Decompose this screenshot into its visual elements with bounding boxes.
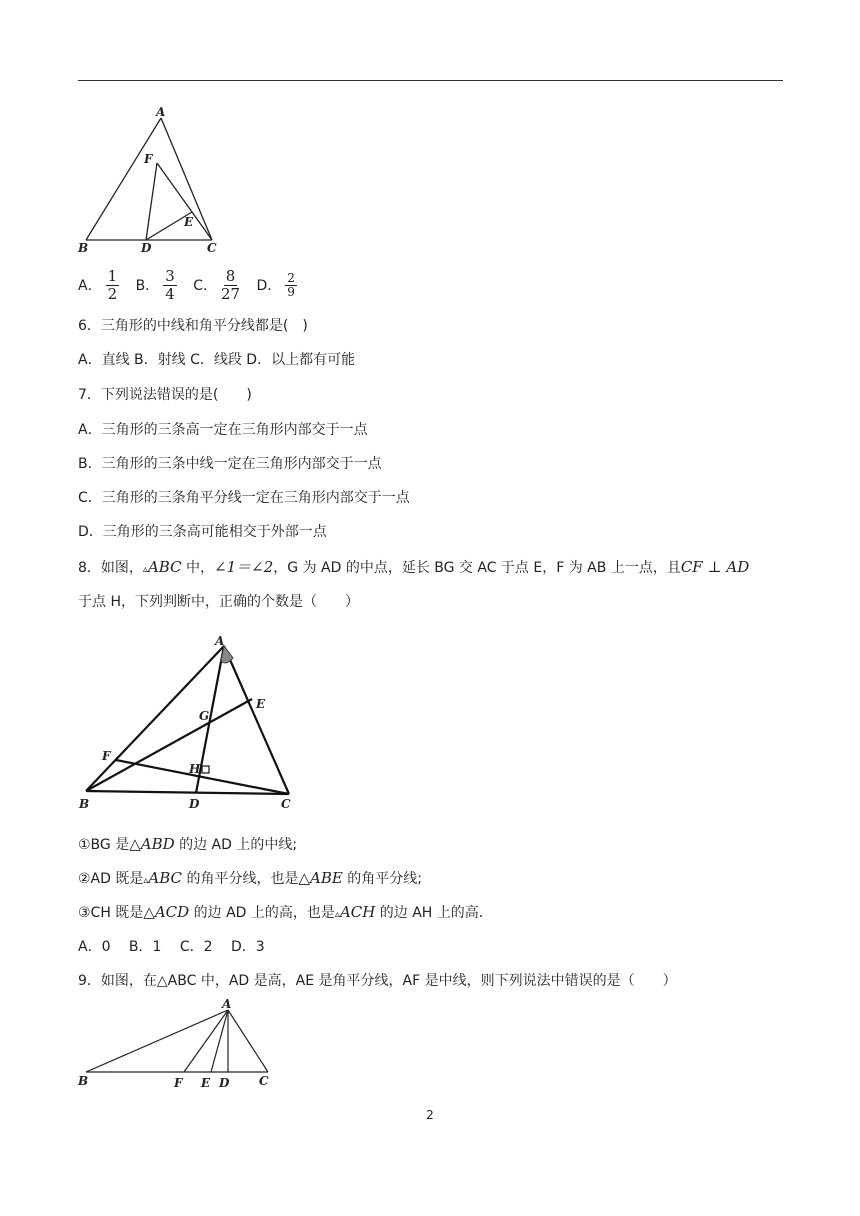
fig9-label-E: E [201, 1076, 211, 1090]
figure-q5 [78, 106, 228, 256]
q6-options: A．直线 B．射线 C．线段 D．以上都有可能 [78, 352, 356, 368]
fig1-label-C: C [207, 241, 217, 255]
figure-q8 [78, 630, 308, 815]
q5-options [78, 268, 309, 303]
header-rule [78, 80, 783, 81]
fig1-label-D: D [141, 241, 152, 255]
q8-stem-line1: 8．如图，▵ABC 中，∠1＝∠2，G 为 AD 的中点，延长 BG 交 AC 于点 E，F 为 AB 上一点，且CF ⊥ AD [78, 558, 750, 576]
q8-statement-3: ③CH 既是△ACD 的边 AD 上的高，也是▵ACH 的边 AH 上的高． [78, 903, 493, 921]
fig8-label-E: E [256, 697, 266, 711]
fig8-label-F: F [102, 749, 111, 763]
q5-option-a: A． $\frac{1}{2}$ [78, 267, 118, 303]
q7-option-b: B．三角形的三条中线一定在三角形内部交于一点 [78, 456, 382, 472]
fig9-label-C: C [259, 1074, 269, 1088]
fig1-label-A: A [156, 105, 166, 119]
q5-option-c: C． $\frac{8}{27}$ [193, 267, 241, 303]
fig8-label-H: H [189, 762, 201, 776]
figure-q9 [78, 996, 278, 1092]
fig1-label-B: B [78, 241, 89, 255]
q8-options: A．0 B．1 C．2 D．3 [78, 939, 265, 955]
q6-stem: 6．三角形的中线和角平分线都是( ) [78, 318, 308, 334]
fig8-label-G: G [199, 709, 210, 723]
fig8-label-B: B [79, 797, 90, 811]
fig8-label-A: A [215, 634, 225, 648]
q8-statement-2: ②AD 既是▵ABC 的角平分线，也是△ABE 的角平分线; [78, 869, 422, 887]
fig9-label-D: D [219, 1076, 230, 1090]
q8-stem-line2: 于点 H，下列判断中，正确的个数是（ ） [78, 594, 359, 610]
fig1-label-F: F [144, 152, 153, 166]
q7-option-c: C．三角形的三条角平分线一定在三角形内部交于一点 [78, 490, 410, 506]
q7-option-d: D．三角形的三条高可能相交于外部一点 [78, 524, 327, 540]
q9-stem: 9．如图，在△ABC 中，AD 是高，AE 是角平分线，AF 是中线，则下列说法中错误的是（ ） [78, 973, 677, 989]
fig1-label-E: E [184, 215, 194, 229]
q7-option-a: A．三角形的三条高一定在三角形内部交于一点 [78, 422, 368, 438]
fig9-label-A: A [222, 997, 232, 1011]
page-number: 2 [426, 1108, 434, 1122]
q5-option-d: D． $\frac{2}{9}$ [256, 271, 295, 299]
fig9-label-B: B [78, 1074, 89, 1088]
fig8-label-D: D [189, 797, 200, 811]
fig9-label-F: F [174, 1076, 183, 1090]
q7-stem: 7．下列说法错误的是( ) [78, 387, 252, 403]
q8-statement-1: ①BG 是△ABD 的边 AD 上的中线; [78, 835, 298, 853]
fig8-label-C: C [281, 797, 291, 811]
q5-option-b: B． $\frac{3}{4}$ [135, 267, 175, 303]
